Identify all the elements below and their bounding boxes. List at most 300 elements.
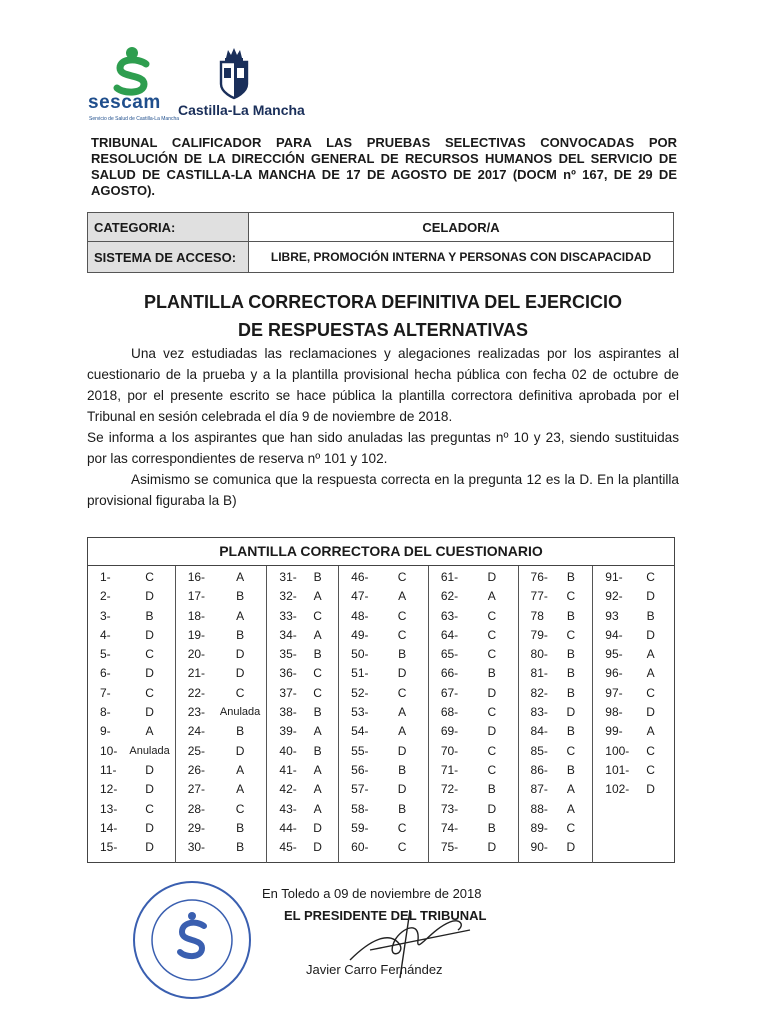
answer-row <box>88 568 175 587</box>
answer-row <box>429 703 518 722</box>
answer-row <box>88 780 175 799</box>
answer-row <box>88 587 175 606</box>
answer-column <box>339 566 429 863</box>
question-number: 45- <box>279 840 297 855</box>
answer-row <box>519 742 593 761</box>
question-number: 85- <box>530 743 548 758</box>
answer-row <box>593 761 674 780</box>
answer-value: D <box>487 840 497 855</box>
sistema-value: LIBRE, PROMOCIÓN INTERNA Y PERSONAS CON DISCAPACIDAD <box>249 242 674 273</box>
answer-row <box>267 607 338 626</box>
answer-row <box>429 800 518 819</box>
answer-value: B <box>236 724 245 739</box>
answer-value: A <box>398 724 407 739</box>
question-number: 91- <box>605 570 623 584</box>
question-number: 93 <box>605 608 619 623</box>
answer-value: D <box>235 666 245 681</box>
answer-column <box>176 566 268 863</box>
question-number: 67- <box>440 685 459 700</box>
answer-value: C <box>397 685 407 700</box>
answer-row <box>339 780 428 799</box>
answer-value: C <box>646 685 655 700</box>
answer-value: A <box>313 782 322 797</box>
answer-row <box>176 684 267 703</box>
answer-value: Anulada <box>129 744 170 757</box>
sescam-s-icon <box>108 46 156 98</box>
answer-row <box>593 684 674 703</box>
question-number: 55- <box>351 743 369 758</box>
answer-value: A <box>646 647 655 662</box>
answer-value: B <box>313 647 322 662</box>
answer-value: D <box>566 840 576 855</box>
question-number: 73- <box>440 801 459 816</box>
question-number: 6- <box>100 666 111 681</box>
answer-value: B <box>313 705 322 720</box>
answer-value: A <box>236 762 245 777</box>
answer-row <box>593 607 674 626</box>
answer-row <box>267 800 338 819</box>
answer-value: D <box>646 705 655 720</box>
answer-row <box>267 568 338 587</box>
answer-value: C <box>397 608 407 623</box>
answer-value: B <box>398 801 407 816</box>
answer-value: Anulada <box>219 706 261 719</box>
answer-row <box>267 722 338 741</box>
answer-row <box>267 626 338 645</box>
answer-value: D <box>145 762 154 777</box>
question-number: 90- <box>530 840 548 855</box>
question-number: 27- <box>187 782 206 797</box>
question-number: 84- <box>530 724 548 739</box>
answer-row <box>339 742 428 761</box>
answer-value: C <box>313 666 322 681</box>
answer-row <box>267 819 338 838</box>
question-number: 17- <box>187 589 206 604</box>
answer-column <box>88 566 176 863</box>
answer-row <box>429 722 518 741</box>
question-number: 9- <box>100 724 111 739</box>
question-number: 87- <box>530 782 548 797</box>
logos <box>86 46 346 124</box>
question-number: 60- <box>351 840 369 855</box>
signature-date: En Toledo a 09 de noviembre de 2018 <box>262 886 482 901</box>
question-number: 71- <box>440 762 459 777</box>
answer-value: B <box>236 627 245 642</box>
answer-value: B <box>566 724 575 739</box>
answer-value: B <box>487 820 496 835</box>
answer-row <box>519 645 593 664</box>
categoria-value: CELADOR/A <box>249 213 674 242</box>
answer-value: D <box>566 705 576 720</box>
answer-row <box>519 780 593 799</box>
question-number: 39- <box>279 724 297 739</box>
question-number: 89- <box>530 820 548 835</box>
answer-value: C <box>566 820 576 835</box>
answer-value: B <box>566 608 575 623</box>
answer-row <box>88 645 175 664</box>
castilla-la-mancha-name: Castilla-La Mancha <box>178 102 305 118</box>
answer-row <box>593 742 674 761</box>
question-number: 22- <box>187 685 206 700</box>
signature-role: EL PRESIDENTE DEL TRIBUNAL <box>284 908 487 923</box>
answer-row <box>429 819 518 838</box>
question-number: 16- <box>187 570 206 584</box>
question-number: 78 <box>530 608 544 623</box>
question-number: 35- <box>279 647 297 662</box>
answer-row <box>339 819 428 838</box>
answer-value: C <box>487 705 497 720</box>
answer-row <box>519 664 593 683</box>
answer-value: C <box>235 801 245 816</box>
answer-value: C <box>566 627 576 642</box>
info-table <box>87 212 674 273</box>
question-number: 54- <box>351 724 369 739</box>
paragraph-3: Asimismo se comunica que la respuesta correcta en la pregunta 12 es la D. En la plantilla provisional figuraba la B) <box>87 472 679 508</box>
answer-value: D <box>145 666 154 681</box>
answer-value: D <box>313 840 322 855</box>
answer-row <box>176 761 267 780</box>
answer-row <box>339 587 428 606</box>
answer-value: A <box>566 801 575 816</box>
question-number: 29- <box>187 820 206 835</box>
answer-value: C <box>487 743 497 758</box>
question-number: 76- <box>530 570 548 584</box>
answer-row <box>88 607 175 626</box>
answer-row <box>519 838 593 857</box>
answer-value: C <box>566 589 576 604</box>
answer-value: C <box>487 608 497 623</box>
question-number: 26- <box>187 762 206 777</box>
question-number: 46- <box>351 570 369 584</box>
answer-row <box>267 761 338 780</box>
question-number: 62- <box>440 589 459 604</box>
question-number: 33- <box>279 608 297 623</box>
question-number: 58- <box>351 801 369 816</box>
question-number: 75- <box>440 840 459 855</box>
answer-value: A <box>313 627 322 642</box>
answer-row <box>176 742 267 761</box>
question-number: 7- <box>100 685 111 700</box>
answer-value: A <box>646 666 655 681</box>
answer-value: A <box>236 570 245 584</box>
question-number: 82- <box>530 685 548 700</box>
paragraph-2: Se informa a los aspirantes que han sido anuladas las preguntas nº 10 y 23, siendo sustituidas por las correspondientes de reserva nº 101 y 102. <box>87 430 679 466</box>
question-number: 20- <box>187 647 206 662</box>
answer-row <box>176 664 267 683</box>
answer-row <box>267 664 338 683</box>
answer-value: C <box>646 762 655 777</box>
question-number: 38- <box>279 705 297 720</box>
question-number: 24- <box>187 724 206 739</box>
question-number: 36- <box>279 666 297 681</box>
answer-value: D <box>235 647 245 662</box>
answer-value: D <box>397 782 407 797</box>
answer-row <box>339 568 428 587</box>
answer-value: A <box>236 608 245 623</box>
question-number: 31- <box>279 570 297 584</box>
question-number: 15- <box>100 840 118 855</box>
question-number: 94- <box>605 627 623 642</box>
answer-sheet-heading: PLANTILLA CORRECTORA DEL CUESTIONARIO <box>88 538 674 566</box>
question-number: 66- <box>440 666 459 681</box>
question-number: 100- <box>605 743 630 758</box>
question-number: 56- <box>351 762 369 777</box>
question-number: 74- <box>440 820 459 835</box>
question-number: 95- <box>605 647 623 662</box>
answer-row <box>176 780 267 799</box>
question-number: 80- <box>530 647 548 662</box>
categoria-row <box>88 213 674 242</box>
answer-row <box>339 626 428 645</box>
question-number: 70- <box>440 743 459 758</box>
answer-value: D <box>487 570 497 584</box>
answer-value: A <box>646 724 655 739</box>
question-number: 50- <box>351 647 369 662</box>
answer-row <box>176 587 267 606</box>
answer-value: D <box>145 705 154 720</box>
crown-shield-icon <box>216 48 252 100</box>
question-number: 1- <box>100 570 111 584</box>
answer-grid <box>88 566 674 863</box>
answer-row <box>519 607 593 626</box>
question-number: 21- <box>187 666 206 681</box>
answer-value: A <box>398 589 407 604</box>
answer-value: D <box>313 820 322 835</box>
answer-row <box>176 800 267 819</box>
answer-value: D <box>487 801 497 816</box>
question-number: 23- <box>187 705 206 720</box>
answer-value: D <box>145 627 154 642</box>
answer-row <box>593 780 674 799</box>
answer-value: A <box>313 801 322 816</box>
answer-row <box>267 742 338 761</box>
question-number: 14- <box>100 820 118 835</box>
answer-row <box>429 607 518 626</box>
answer-value: B <box>487 666 496 681</box>
sescam-logo <box>86 46 180 124</box>
answer-value: B <box>313 743 322 758</box>
question-number: 40- <box>279 743 297 758</box>
question-number: 8- <box>100 705 111 720</box>
answer-row <box>88 664 175 683</box>
answer-value: C <box>397 840 407 855</box>
answer-row <box>429 626 518 645</box>
answer-value: B <box>566 570 575 584</box>
question-number: 99- <box>605 724 623 739</box>
answer-column <box>429 566 519 863</box>
answer-value: A <box>313 762 322 777</box>
answer-value: B <box>566 685 575 700</box>
answer-value: A <box>313 724 322 739</box>
answer-value: A <box>398 705 407 720</box>
question-number: 63- <box>440 608 459 623</box>
answer-value: A <box>487 589 496 604</box>
document-title <box>87 288 679 344</box>
paragraph-1: Una vez estudiadas las reclamaciones y alegaciones realizadas por los aspirantes al cuestionario de la prueba y a la plantilla provisional hecha pública con fecha 02 de octubre de 2018, por el presente escrito se hace pública la plantilla correctora definitiva aprobada por el Tribunal en sesión celebrada el día 9 de noviembre de 2018. <box>87 346 679 424</box>
sescam-subtitle: Servicio de Salud de Castilla-La Mancha <box>89 116 180 122</box>
question-number: 96- <box>605 666 623 681</box>
question-number: 101- <box>605 762 630 777</box>
answer-row <box>339 722 428 741</box>
answer-value: C <box>145 801 154 816</box>
answer-row <box>176 722 267 741</box>
answer-row <box>339 703 428 722</box>
sistema-row <box>88 242 674 273</box>
answer-row <box>176 568 267 587</box>
answer-row <box>88 800 175 819</box>
answer-row <box>429 664 518 683</box>
answer-value: D <box>145 820 154 835</box>
answer-column <box>519 566 594 863</box>
answer-value: D <box>145 782 154 797</box>
answer-value: C <box>313 685 322 700</box>
answer-row <box>88 761 175 780</box>
answer-row <box>519 703 593 722</box>
answer-value: D <box>145 589 154 604</box>
question-number: 83- <box>530 705 548 720</box>
answer-row <box>88 819 175 838</box>
answer-row <box>519 626 593 645</box>
answer-row <box>339 684 428 703</box>
question-number: 10- <box>100 743 118 758</box>
title-line-1: PLANTILLA CORRECTORA DEFINITIVA DEL EJERCICIO <box>143 292 623 312</box>
question-number: 3- <box>100 608 111 623</box>
answer-value: B <box>236 820 245 835</box>
answer-value: A <box>566 782 575 797</box>
answer-row <box>88 722 175 741</box>
signature-person: Javier Carro Fernández <box>306 962 443 977</box>
answer-row <box>429 838 518 857</box>
answer-value: C <box>646 570 655 584</box>
answer-row <box>593 587 674 606</box>
answer-row <box>339 838 428 857</box>
question-number: 32- <box>279 589 297 604</box>
answer-value: B <box>236 840 245 855</box>
answer-row <box>593 703 674 722</box>
sescam-name: sescam <box>88 92 161 113</box>
answer-value: B <box>236 589 245 604</box>
question-number: 18- <box>187 608 206 623</box>
question-number: 97- <box>605 685 623 700</box>
answer-row <box>88 626 175 645</box>
answer-row <box>339 800 428 819</box>
categoria-label: CATEGORIA: <box>88 213 249 242</box>
answer-value: B <box>398 647 407 662</box>
answer-row <box>593 645 674 664</box>
answer-value: C <box>145 570 154 584</box>
question-number: 69- <box>440 724 459 739</box>
answer-value: C <box>397 570 407 584</box>
answer-row <box>176 607 267 626</box>
answer-row <box>519 800 593 819</box>
answer-row <box>519 684 593 703</box>
answer-row <box>593 568 674 587</box>
answer-row <box>267 587 338 606</box>
answer-value: B <box>566 666 575 681</box>
question-number: 19- <box>187 627 206 642</box>
answer-value: C <box>145 647 154 662</box>
body-text <box>87 343 679 511</box>
answer-row <box>519 761 593 780</box>
answer-row <box>176 819 267 838</box>
answer-value: A <box>145 724 154 739</box>
question-number: 12- <box>100 782 118 797</box>
castilla-la-mancha-logo <box>178 48 305 124</box>
answer-row <box>519 819 593 838</box>
answer-column <box>267 566 339 863</box>
question-number: 57- <box>351 782 369 797</box>
answer-value: A <box>236 782 245 797</box>
question-number: 37- <box>279 685 297 700</box>
answer-row <box>88 684 175 703</box>
answer-value: B <box>313 570 322 584</box>
question-number: 77- <box>530 589 548 604</box>
answer-row <box>88 742 175 761</box>
answer-value: D <box>646 782 655 797</box>
question-number: 34- <box>279 627 297 642</box>
answer-row <box>339 607 428 626</box>
answer-row <box>519 722 593 741</box>
question-number: 72- <box>440 782 459 797</box>
tribunal-header: TRIBUNAL CALIFICADOR PARA LAS PRUEBAS SELECTIVAS CONVOCADAS POR RESOLUCIÓN DE LA DIRECCIÓN GENERAL DE RECURSOS HUMANOS DEL SERVICIO DE SALUD DE CASTILLA-LA MANCHA DE 17 DE AGOSTO DE 2017 (DOCM nº 167, DE 29 DE AGOSTO). <box>91 135 677 198</box>
answer-value: C <box>235 685 245 700</box>
answer-row <box>429 684 518 703</box>
answer-column <box>593 566 674 863</box>
answer-value: B <box>398 762 407 777</box>
answer-row <box>176 838 267 857</box>
question-number: 30- <box>187 840 206 855</box>
question-number: 47- <box>351 589 369 604</box>
sistema-label: SISTEMA DE ACCESO: <box>88 242 249 273</box>
question-number: 102- <box>605 782 630 797</box>
question-number: 2- <box>100 589 111 604</box>
question-number: 59- <box>351 820 369 835</box>
answer-row <box>519 568 593 587</box>
question-number: 28- <box>187 801 206 816</box>
question-number: 5- <box>100 647 111 662</box>
answer-value: C <box>487 647 497 662</box>
official-stamp <box>130 878 254 1002</box>
answer-value: B <box>145 608 154 623</box>
question-number: 11- <box>100 762 117 777</box>
answer-row <box>176 626 267 645</box>
answer-row <box>519 587 593 606</box>
question-number: 25- <box>187 743 206 758</box>
answer-row <box>429 568 518 587</box>
answer-value: B <box>566 762 575 777</box>
answer-row <box>339 664 428 683</box>
answer-value: D <box>397 666 407 681</box>
answer-row <box>267 703 338 722</box>
answer-value: B <box>566 647 575 662</box>
answer-row <box>339 645 428 664</box>
question-number: 92- <box>605 589 623 604</box>
answer-value: D <box>397 743 407 758</box>
answer-row <box>176 645 267 664</box>
question-number: 64- <box>440 627 459 642</box>
question-number: 52- <box>351 685 369 700</box>
answer-row <box>267 645 338 664</box>
question-number: 65- <box>440 647 459 662</box>
question-number: 44- <box>279 820 297 835</box>
question-number: 86- <box>530 762 548 777</box>
answer-row <box>429 742 518 761</box>
answer-sheet <box>87 537 675 863</box>
answer-value: C <box>566 743 576 758</box>
answer-row <box>176 703 267 722</box>
answer-value: C <box>646 743 655 758</box>
answer-row <box>593 722 674 741</box>
